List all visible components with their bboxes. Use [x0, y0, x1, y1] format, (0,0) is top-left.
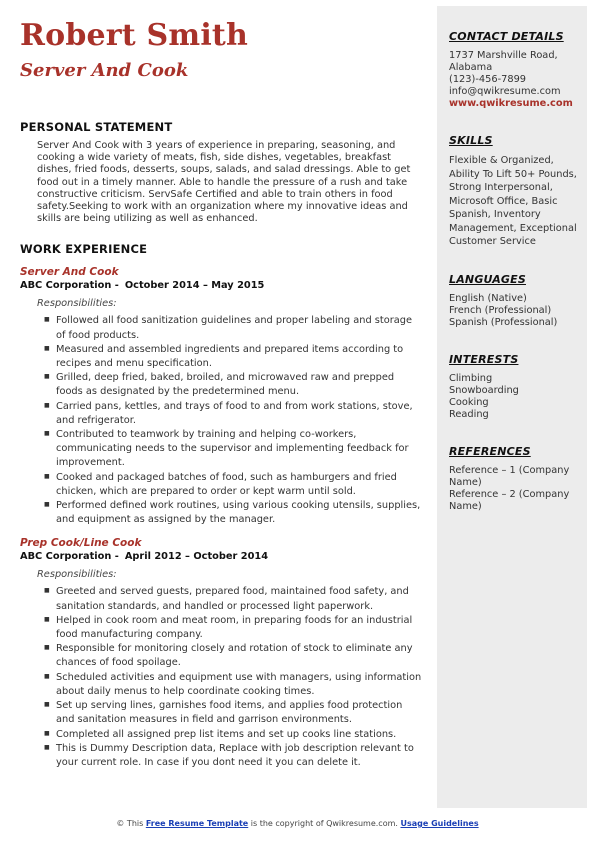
candidate-name: Robert Smith — [20, 18, 248, 53]
interests-section — [449, 353, 577, 421]
interest-item: Climbing — [449, 372, 493, 384]
contact-address-line2: Alabama — [449, 62, 493, 73]
languages-heading: LANGUAGES — [449, 272, 526, 286]
job-entry-title: Prep Cook/Line Cook — [20, 537, 142, 550]
responsibilities-list — [56, 585, 422, 770]
work-experience-heading: WORK EXPERIENCE — [20, 242, 148, 257]
personal-statement-heading: PERSONAL STATEMENT — [20, 120, 173, 134]
sidebar — [437, 6, 587, 808]
list-item: ■ Grilled, deep fried, baked, broiled, and microwaved raw and prepped foods as designated by the predetermined menu. — [56, 371, 422, 399]
list-item: ■ Set up serving lines, garnishes food items, and applies food protection and sanitation measures in field and garrison environments. — [56, 699, 422, 727]
list-item: ■ Carried pans, kettles, and trays of food to and from work stations, stove, and refrigerator. — [56, 400, 422, 428]
responsibilities-label: Responsibilities: — [37, 569, 117, 581]
contact-section — [449, 30, 577, 110]
contact-phone: (123)-456-7899 — [449, 74, 527, 85]
list-item: ■ Measured and assembled ingredients and prepared items according to recipes and menu specification. — [56, 343, 422, 371]
reference-item: Reference – 2 (Company Name) — [449, 488, 570, 512]
languages-section — [449, 273, 577, 329]
language-item: English (Native) — [449, 292, 527, 304]
interest-item: Cooking — [449, 396, 489, 408]
contact-address-line1: 1737 Marshville Road, — [449, 50, 558, 61]
footer — [0, 819, 595, 828]
contact-heading: CONTACT DETAILS — [449, 30, 564, 43]
responsibilities-list — [56, 314, 422, 527]
main-column — [20, 18, 422, 770]
language-item: Spanish (Professional) — [449, 316, 558, 328]
job-company: ABC Corporation - — [20, 280, 119, 292]
usage-guidelines-link[interactable]: Usage Guidelines — [400, 819, 479, 828]
reference-item: Reference – 1 (Company Name) — [449, 464, 570, 488]
references-section — [449, 445, 577, 513]
job-entry — [20, 537, 422, 770]
footer-prefix: © This — [116, 819, 146, 828]
list-item: ■ Cooked and packaged batches of food, such as hamburgers and fried chicken, which are prepared to order or kept warm until sold. — [56, 471, 422, 499]
job-title: Server And Cook — [20, 60, 189, 81]
interest-item: Reading — [449, 408, 489, 420]
references-heading: REFERENCES — [449, 444, 531, 458]
list-item: ■ Contributed to teamwork by training and helping co-workers, communicating needs to the supervisor and implementing feedback for improvement. — [56, 428, 422, 471]
contact-email[interactable]: info@qwikresume.com — [449, 86, 561, 97]
job-dates: October 2014 – May 2015 — [124, 280, 265, 292]
job-entry-title: Server And Cook — [20, 266, 119, 279]
job-company: ABC Corporation - — [20, 551, 119, 563]
language-item: French (Professional) — [449, 304, 552, 316]
footer-middle: is the copyright of Qwikresume.com. — [248, 819, 401, 828]
list-item: ■ Greeted and served guests, prepared food, maintained food safety, and sanitation standards, and handled or processed light paperwork. — [56, 585, 422, 613]
list-item: ■ Performed defined work routines, using various cooking utensils, supplies, and equipment as assigned by the manager. — [56, 499, 422, 527]
job-dates: April 2012 – October 2014 — [124, 551, 269, 563]
personal-statement-text: Server And Cook with 3 years of experience in preparing, seasoning, and cooking a wide variety of meats, fish, side dishes, vegetables, breakfast dishes, fried foods, desserts, soups, salads, and salad dressings. Able to get food out in a timely manner. Able to handle the pressure of a rush and take constructive criticism. ServSafe Certified and able to train others in food safety.Seeking to work with an organization where my innovative ideas and skills are being utilizing as well as enhanced. — [37, 140, 411, 225]
interests-heading: INTERESTS — [449, 352, 519, 366]
list-item: ■ Followed all food sanitization guidelines and proper labeling and storage of food products. — [56, 314, 422, 342]
skills-section — [449, 134, 577, 249]
skills-heading: SKILLS — [449, 134, 493, 147]
responsibilities-label: Responsibilities: — [37, 298, 117, 310]
job-entry-meta — [20, 280, 422, 292]
contact-website-link[interactable]: www.qwikresume.com — [449, 98, 573, 109]
job-entry-meta — [20, 551, 422, 563]
list-item: ■ Completed all assigned prep list items and set up cooks line stations. — [56, 728, 422, 742]
job-entry — [20, 266, 422, 527]
list-item: ■ Responsible for monitoring closely and rotation of stock to eliminate any chances of food spoilage. — [56, 642, 422, 670]
list-item: ■ Scheduled activities and equipment use with managers, using information about daily menus to help coordinate cooking times. — [56, 671, 422, 699]
skills-text: Flexible & Organized, Ability To Lift 50+ Pounds, Strong Interpersonal, Microsoft Office, Basic Spanish, Inventory Management, Exceptional Customer Service — [449, 155, 577, 247]
interest-item: Snowboarding — [449, 384, 519, 396]
list-item: ■ This is Dummy Description data, Replace with job description relevant to your current role. In case if you dont need it you can delete it. — [56, 742, 422, 770]
list-item: ■ Helped in cook room and meat room, in preparing foods for an industrial food manufacturing company. — [56, 614, 422, 642]
free-resume-template-link[interactable]: Free Resume Template — [145, 819, 249, 828]
